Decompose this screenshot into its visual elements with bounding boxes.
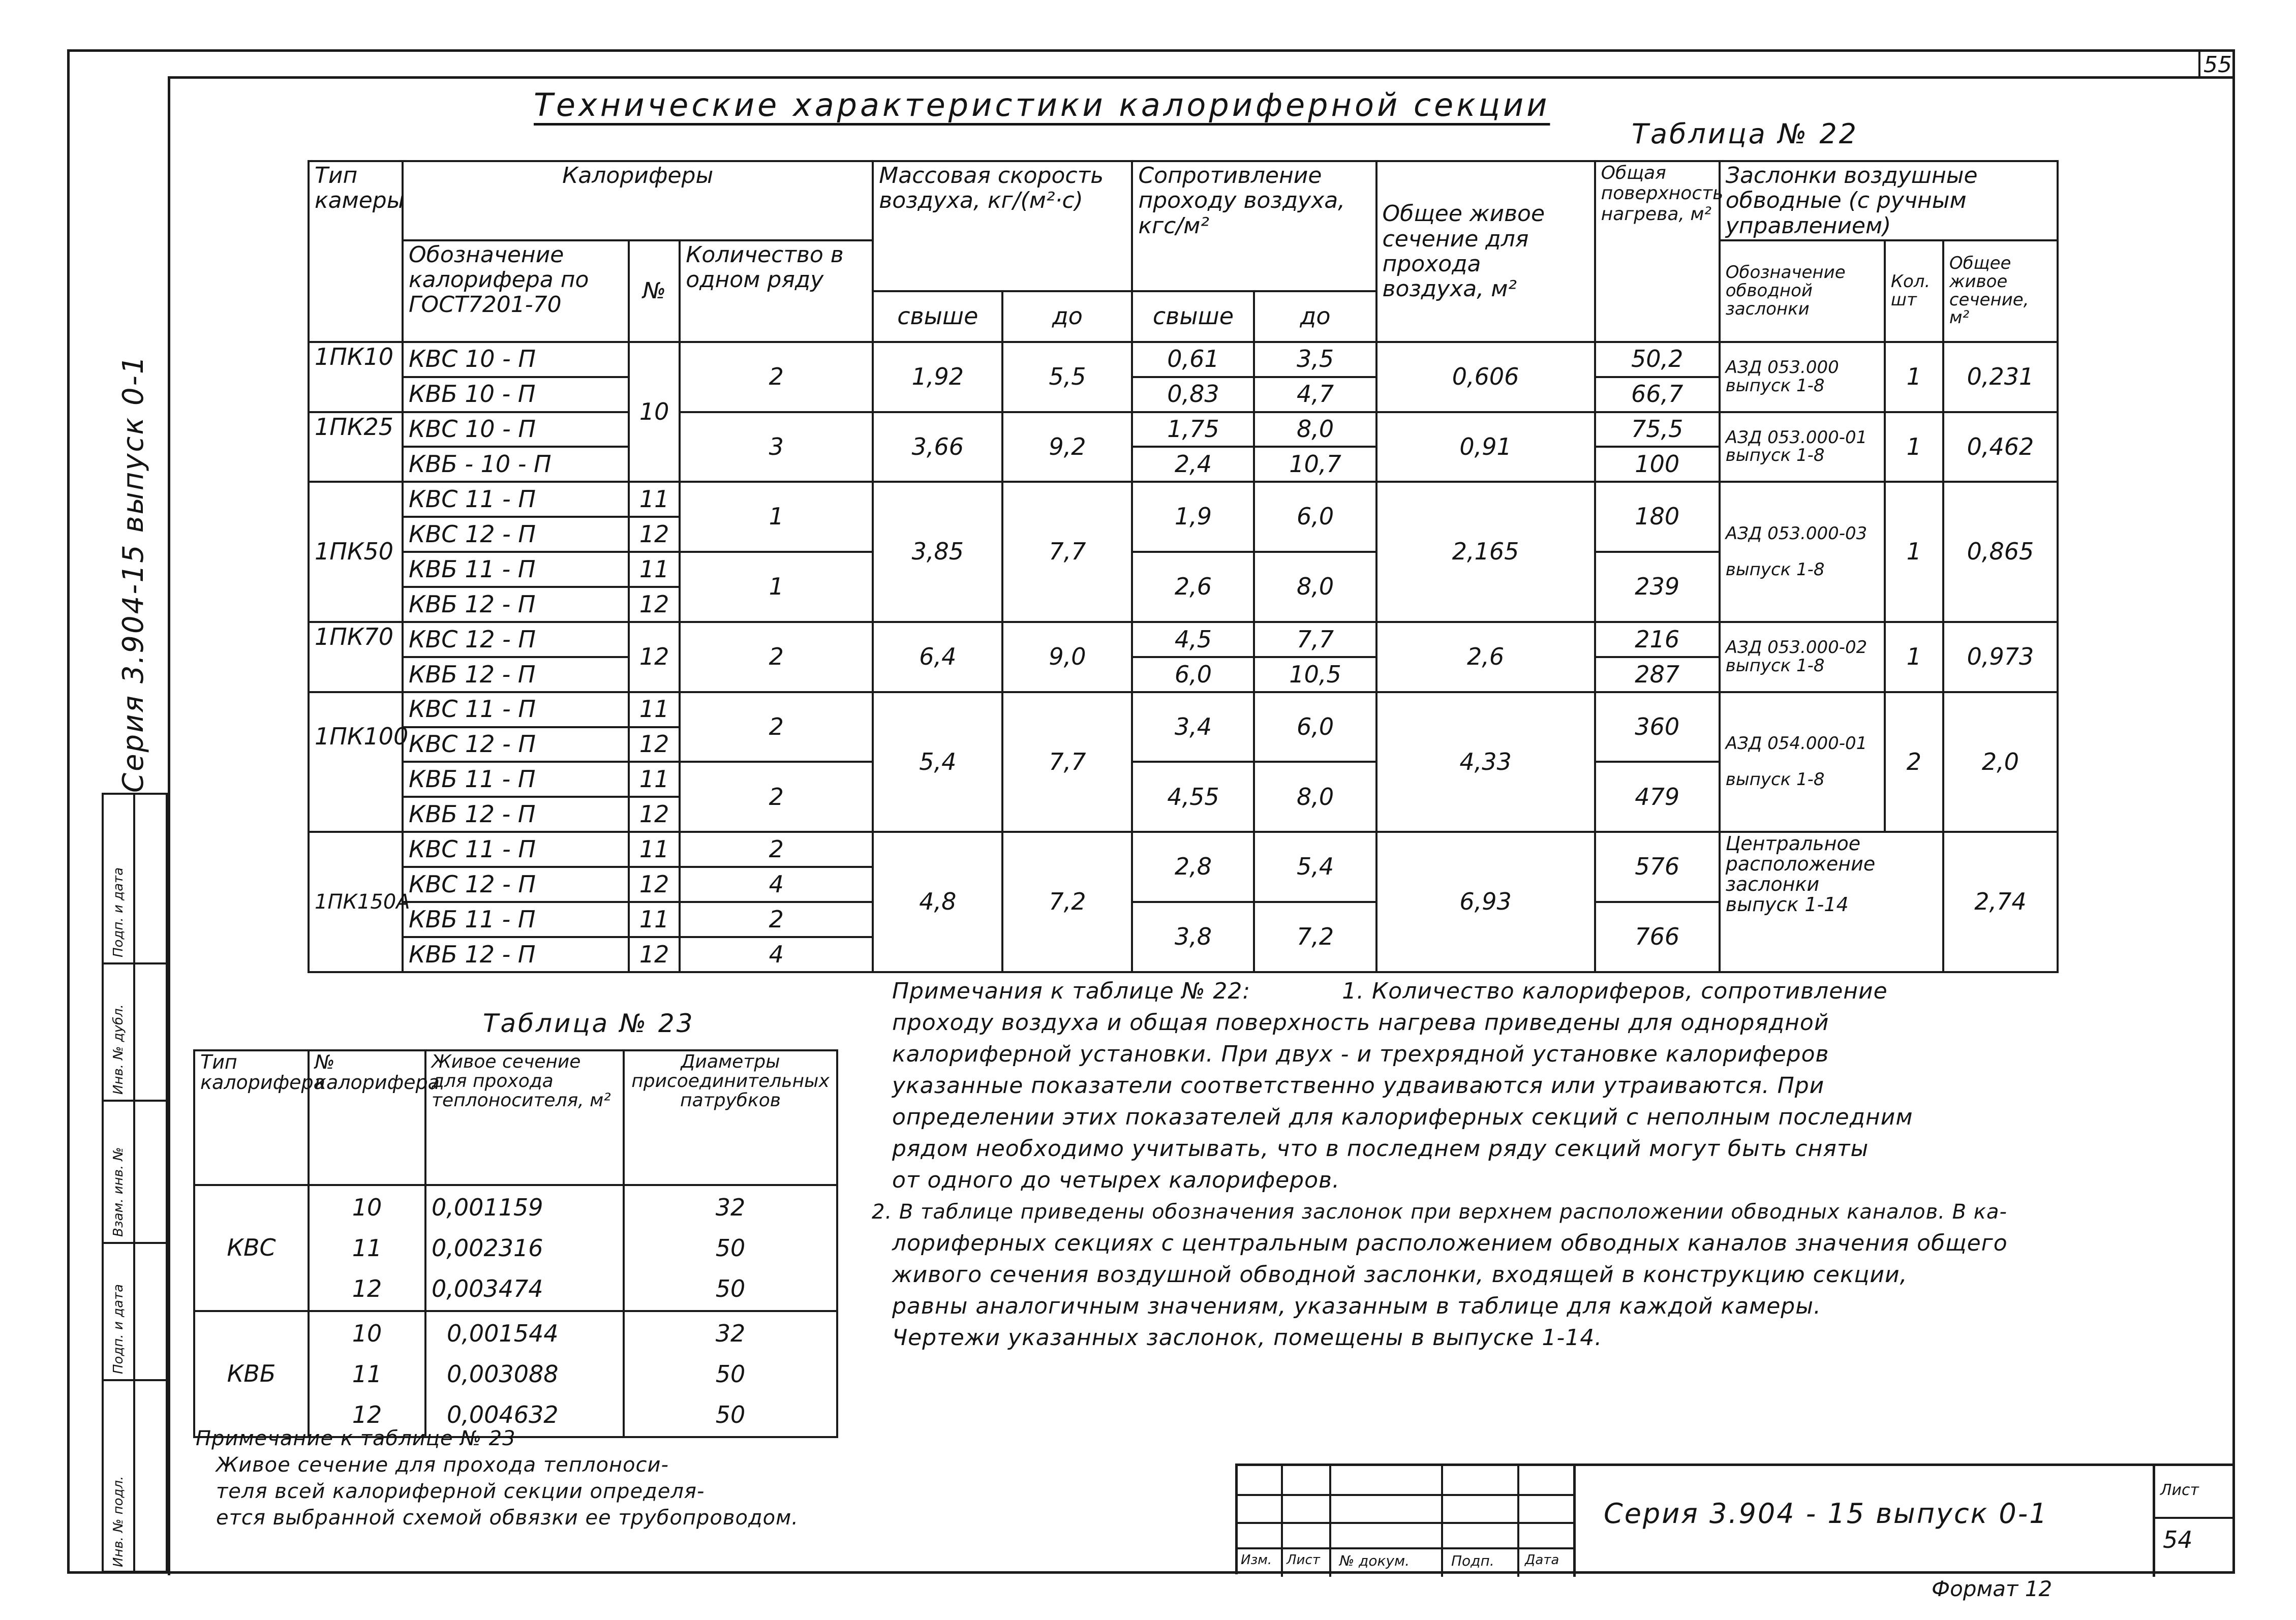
hdr-calorifers: Калориферы <box>403 161 873 240</box>
hdr-damper-section: Общее живое сечение, м² <box>1943 240 2058 342</box>
t23-diam-cell <box>624 1185 837 1311</box>
cell-surface: 360 <box>1595 692 1720 762</box>
damper-designation: Центральное расположение <box>1725 832 1876 876</box>
cell-no: 11 <box>629 552 680 587</box>
cell-designation: КВС 12 - П <box>403 867 629 902</box>
stamp-line <box>1573 1466 1576 1577</box>
t23-section-cell <box>425 1185 624 1311</box>
top-page-number: 55 <box>2198 51 2235 79</box>
strip-label: Подп. и дата <box>111 867 126 957</box>
cell-r-to: 8,0 <box>1254 552 1376 622</box>
cell-ms-to: 7,2 <box>1002 832 1132 972</box>
cell-designation: КВС 11 - П <box>403 482 629 517</box>
strip-label: Подп. и дата <box>111 1284 126 1374</box>
stamp-col-label: № докум. <box>1339 1552 1410 1569</box>
cell-damper-designation <box>1720 342 1885 412</box>
t23-no: 12 <box>352 1275 382 1302</box>
cell-designation: КВБ 11 - П <box>403 762 629 797</box>
cell-damper-designation <box>1720 832 1943 972</box>
cell-ms-from: 4,8 <box>873 832 1002 972</box>
t23-diam: 50 <box>715 1401 746 1428</box>
t23-no: 11 <box>352 1360 382 1388</box>
cell-damper-section: 2,74 <box>1943 832 2058 972</box>
cell-designation: КВБ 12 - П <box>403 657 629 692</box>
damper-issue: выпуск 1-8 <box>1725 445 1825 466</box>
t23-hdr-no: № калорифера <box>309 1050 425 1185</box>
hdr-type: Тип камеры <box>309 161 403 342</box>
cell-no: 11 <box>629 902 680 937</box>
cell-type: 1ПК150А <box>309 832 403 972</box>
hdr-ms-to: до <box>1002 291 1132 342</box>
cell-designation: КВБ 10 - П <box>403 377 629 412</box>
t23-section: 0,003088 <box>447 1360 559 1388</box>
cell-section: 0,91 <box>1376 412 1595 482</box>
strip-separator <box>104 1242 166 1244</box>
hdr-resistance: Сопротивление проходу воздуха, кгс/м² <box>1132 161 1376 291</box>
cell-r-to: 3,5 <box>1254 342 1376 377</box>
cell-designation: КВБ 12 - П <box>403 797 629 832</box>
cell-surface: 100 <box>1595 447 1720 482</box>
cell-surface: 287 <box>1595 657 1720 692</box>
cell-count: 4 <box>680 937 873 972</box>
cell-count: 2 <box>680 832 873 867</box>
cell-r-from: 0,61 <box>1132 342 1254 377</box>
hdr-section: Общее живое сечение для прохода воздуха, м² <box>1376 161 1595 342</box>
cell-count: 1 <box>680 482 873 552</box>
cell-damper-qty: 1 <box>1885 342 1943 412</box>
hdr-no: № <box>629 240 680 342</box>
hdr-damper-designation: Обозначение обводной заслонки <box>1720 240 1885 342</box>
cell-type: 1ПК100 <box>309 692 403 832</box>
cell-surface: 766 <box>1595 902 1720 972</box>
cell-designation: КВС 10 - П <box>403 412 629 447</box>
cell-r-to: 8,0 <box>1254 762 1376 832</box>
cell-damper-designation <box>1720 482 1885 622</box>
strip-divider <box>133 795 135 1571</box>
damper-designation: АЗД 053.000-03 <box>1725 523 1868 544</box>
strip-label: Инв. № дубл. <box>111 1004 126 1095</box>
cell-ms-from: 1,92 <box>873 342 1002 412</box>
hdr-designation: Обозначение калорифера по ГОСТ7201-70 <box>403 240 629 342</box>
damper-designation: АЗД 053.000-01 <box>1725 427 1868 448</box>
note-line: 2. В таблице приведены обозначения заслонок при верхнем расположении обводных каналов. В ка- <box>872 1200 2007 1224</box>
stamp-line <box>2153 1517 2234 1519</box>
t23-section: 0,001159 <box>432 1194 543 1221</box>
note-line: теля всей калориферной секции определя- <box>216 1480 705 1503</box>
cell-surface: 66,7 <box>1595 377 1720 412</box>
cell-designation: КВС 12 - П <box>403 517 629 552</box>
t23-type: КВС <box>194 1185 309 1311</box>
note-line: проходу воздуха и общая поверхность нагрева приведены для однорядной <box>892 1010 1829 1036</box>
hdr-dampers: Заслонки воздушные обводные (с ручным управлением) <box>1720 161 2058 240</box>
t23-section: 0,001544 <box>447 1320 559 1347</box>
cell-r-from: 1,9 <box>1132 482 1254 552</box>
cell-r-from: 2,8 <box>1132 832 1254 902</box>
cell-count: 2 <box>680 622 873 692</box>
title-block <box>1235 1463 2234 1574</box>
t23-hdr-section: Живое сечение для прохода теплоносителя, м² <box>425 1050 624 1185</box>
cell-designation: КВС 12 - П <box>403 622 629 657</box>
cell-designation: КВС 11 - П <box>403 832 629 867</box>
cell-count: 2 <box>680 902 873 937</box>
cell-surface: 576 <box>1595 832 1720 902</box>
cell-surface: 479 <box>1595 762 1720 832</box>
t23-no: 12 <box>352 1401 382 1428</box>
cell-r-from: 0,83 <box>1132 377 1254 412</box>
t23-diam: 50 <box>715 1275 746 1302</box>
cell-damper-qty: 1 <box>1885 412 1943 482</box>
note-line: Живое сечение для прохода теплоноси- <box>216 1453 669 1477</box>
damper-issue: выпуск 1-8 <box>1725 655 1825 676</box>
cell-r-from: 3,8 <box>1132 902 1254 972</box>
cell-r-from: 2,4 <box>1132 447 1254 482</box>
notes-table23 <box>196 1425 799 1531</box>
cell-damper-designation <box>1720 412 1885 482</box>
hdr-count: Количество в одном ряду <box>680 240 873 342</box>
cell-r-to: 8,0 <box>1254 412 1376 447</box>
cell-ms-to: 7,7 <box>1002 482 1132 622</box>
table-23 <box>193 1049 838 1438</box>
hdr-ms-from: свыше <box>873 291 1002 342</box>
cell-r-from: 2,6 <box>1132 552 1254 622</box>
damper-designation: АЗД 053.000-02 <box>1725 637 1868 658</box>
cell-count: 3 <box>680 412 873 482</box>
cell-surface: 75,5 <box>1595 412 1720 447</box>
cell-type: 1ПК50 <box>309 482 403 622</box>
cell-no: 11 <box>629 692 680 727</box>
damper-issue: выпуск 1-8 <box>1725 559 1825 580</box>
cell-ms-to: 5,5 <box>1002 342 1132 412</box>
cell-r-from: 6,0 <box>1132 657 1254 692</box>
note-line: калориферной установки. При двух - и трехрядной установке калориферов <box>892 1041 1829 1067</box>
cell-ms-from: 5,4 <box>873 692 1002 832</box>
t23-no: 10 <box>352 1320 382 1347</box>
cell-surface: 216 <box>1595 622 1720 657</box>
t23-diam: 50 <box>715 1360 746 1388</box>
cell-count: 2 <box>680 342 873 412</box>
cell-count: 2 <box>680 762 873 832</box>
note-line: от одного до четырех калориферов. <box>892 1167 1340 1193</box>
stamp-col-label: Лист <box>1287 1552 1320 1568</box>
cell-r-from: 4,5 <box>1132 622 1254 657</box>
cell-r-to: 6,0 <box>1254 692 1376 762</box>
cell-damper-designation <box>1720 692 1885 832</box>
cell-no: 11 <box>629 482 680 517</box>
strip-label: Взам. инв. № <box>111 1147 126 1237</box>
t23-no: 10 <box>352 1194 382 1221</box>
cell-section: 2,165 <box>1376 482 1595 622</box>
stamp-col-label: Подп. <box>1451 1552 1494 1569</box>
cell-ms-from: 3,85 <box>873 482 1002 622</box>
t23-no-cell <box>309 1311 425 1437</box>
cell-r-from: 4,55 <box>1132 762 1254 832</box>
t23-section: 0,003474 <box>432 1275 543 1302</box>
t23-diam: 32 <box>715 1194 746 1221</box>
cell-no: 11 <box>629 832 680 867</box>
t23-no: 11 <box>352 1234 382 1262</box>
cell-r-to: 10,7 <box>1254 447 1376 482</box>
cell-damper-section: 0,973 <box>1943 622 2058 692</box>
damper-issue: выпуск 1-14 <box>1725 893 1849 916</box>
format-label: Формат 12 <box>1932 1576 2053 1601</box>
cell-designation: КВС 10 - П <box>403 342 629 377</box>
t23-diam: 32 <box>715 1320 746 1347</box>
cell-no: 12 <box>629 517 680 552</box>
t23-hdr-type: Тип калорифера <box>194 1050 309 1185</box>
cell-section: 0,606 <box>1376 342 1595 412</box>
stamp-col-label: Дата <box>1525 1552 1559 1568</box>
table23-label: Таблица № 23 <box>483 1009 695 1038</box>
damper-issue: выпуск 1-8 <box>1725 769 1825 790</box>
t23-no-cell <box>309 1185 425 1311</box>
cell-ms-from: 3,66 <box>873 412 1002 482</box>
cell-r-to: 6,0 <box>1254 482 1376 552</box>
hdr-r-to: до <box>1254 291 1376 342</box>
cell-no: 12 <box>629 937 680 972</box>
hdr-surface: Общая поверхность нагрева, м² <box>1595 161 1720 342</box>
stamp-series: Серия 3.904 - 15 выпуск 0-1 <box>1604 1498 2048 1530</box>
cell-r-to: 7,2 <box>1254 902 1376 972</box>
stamp-line <box>1281 1466 1283 1577</box>
cell-no: 12 <box>629 622 680 692</box>
cell-r-to: 7,7 <box>1254 622 1376 657</box>
cell-surface: 239 <box>1595 552 1720 622</box>
cell-surface: 180 <box>1595 482 1720 552</box>
damper-designation: АЗД 053.000 <box>1725 357 1839 378</box>
cell-count: 2 <box>680 692 873 762</box>
cell-damper-section: 0,231 <box>1943 342 2058 412</box>
table-22 <box>308 160 2059 973</box>
notes22-head: Примечания к таблице № 22: <box>892 978 1251 1004</box>
t23-section: 0,002316 <box>432 1234 543 1262</box>
t23-diam-cell <box>624 1311 837 1437</box>
cell-ms-to: 9,0 <box>1002 622 1132 692</box>
cell-surface: 50,2 <box>1595 342 1720 377</box>
stamp-sheet-number: 54 <box>2163 1526 2193 1553</box>
cell-damper-section: 0,462 <box>1943 412 2058 482</box>
strip-label: Инв. № подл. <box>111 1476 126 1567</box>
stamp-line <box>2153 1466 2155 1577</box>
note-line: равны аналогичным значениям, указанным в таблице для каждой камеры. <box>892 1293 1821 1319</box>
note-line: живого сечения воздушной обводной заслонки, входящей в конструкцию секции, <box>892 1262 1908 1288</box>
cell-designation: КВБ 12 - П <box>403 937 629 972</box>
cell-designation: КВБ 11 - П <box>403 552 629 587</box>
note-line: рядом необходимо учитывать, что в последнем ряду секций могут быть сняты <box>892 1136 1869 1162</box>
damper-designation: АЗД 054.000-01 <box>1725 733 1868 754</box>
cell-count: 4 <box>680 867 873 902</box>
note-line: Чертежи указанных заслонок, помещены в выпуске 1-14. <box>892 1325 1603 1351</box>
note-line: лориферных секциях с центральным расположением обводных каналов значения общего <box>892 1230 2008 1256</box>
cell-no: 10 <box>629 342 680 482</box>
cell-designation: КВС 12 - П <box>403 727 629 762</box>
note-line: определении этих показателей для калориферных секций с неполным последним <box>892 1104 1913 1130</box>
note-line <box>892 976 2056 1007</box>
cell-section: 6,93 <box>1376 832 1595 972</box>
cell-ms-from: 6,4 <box>873 622 1002 692</box>
cell-r-to: 5,4 <box>1254 832 1376 902</box>
t23-section-cell <box>425 1311 624 1437</box>
cell-damper-qty: 1 <box>1885 482 1943 622</box>
note-line: ется выбранной схемой обвязки ее трубопроводом. <box>216 1506 799 1530</box>
stamp-line <box>1441 1466 1443 1577</box>
strip-separator <box>104 1100 166 1102</box>
cell-section: 4,33 <box>1376 692 1595 832</box>
stamp-sheet-label: Лист <box>2160 1481 2199 1499</box>
cell-designation: КВБ 12 - П <box>403 587 629 622</box>
strip-separator <box>104 962 166 964</box>
cell-damper-designation <box>1720 622 1885 692</box>
cell-no: 12 <box>629 727 680 762</box>
side-series-label: Серия 3.904-15 выпуск 0-1 <box>117 354 150 793</box>
side-signature-strip <box>102 793 168 1573</box>
cell-section: 2,6 <box>1376 622 1595 692</box>
stamp-line <box>1329 1466 1331 1577</box>
damper-issue: выпуск 1-8 <box>1725 375 1825 396</box>
notes-table22 <box>872 976 2056 1354</box>
table22-label: Таблица № 22 <box>1632 118 1859 150</box>
strip-separator <box>104 1379 166 1381</box>
t23-type: КВБ <box>194 1311 309 1437</box>
stamp-line <box>1238 1547 1573 1549</box>
hdr-mass-speed: Массовая скорость воздуха, кг/(м²·с) <box>873 161 1132 291</box>
cell-type: 1ПК70 <box>309 622 403 692</box>
t23-section: 0,004632 <box>447 1401 559 1428</box>
cell-ms-to: 9,2 <box>1002 412 1132 482</box>
stamp-col-label: Изм. <box>1241 1552 1272 1568</box>
cell-designation: КВБ - 10 - П <box>403 447 629 482</box>
cell-r-from: 1,75 <box>1132 412 1254 447</box>
note-line: указанные показатели соответственно удваиваются или утраиваются. При <box>892 1073 1825 1099</box>
cell-type: 1ПК25 <box>309 412 403 482</box>
cell-type: 1ПК10 <box>309 342 403 412</box>
cell-count: 1 <box>680 552 873 622</box>
cell-damper-qty: 2 <box>1885 692 1943 832</box>
cell-r-to: 4,7 <box>1254 377 1376 412</box>
cell-damper-qty: 1 <box>1885 622 1943 692</box>
cell-r-from: 3,4 <box>1132 692 1254 762</box>
cell-ms-to: 7,7 <box>1002 692 1132 832</box>
cell-designation: КВБ 11 - П <box>403 902 629 937</box>
cell-damper-section: 0,865 <box>1943 482 2058 622</box>
cell-no: 12 <box>629 867 680 902</box>
document-title: Технические характеристики калориферной секции <box>534 86 1550 123</box>
stamp-line <box>1517 1466 1519 1577</box>
notes23-head: Примечание к таблице № 23 <box>196 1427 516 1450</box>
cell-no: 12 <box>629 797 680 832</box>
stamp-line <box>1238 1494 1573 1496</box>
cell-damper-section: 2,0 <box>1943 692 2058 832</box>
cell-r-to: 10,5 <box>1254 657 1376 692</box>
hdr-damper-qty: Кол. шт <box>1885 240 1943 342</box>
cell-no: 11 <box>629 762 680 797</box>
note-text: 1. Количество калориферов, сопротивление <box>1342 978 1888 1004</box>
t23-hdr-diam: Диаметры присоединительных патрубков <box>624 1050 837 1185</box>
stamp-line <box>1238 1522 1573 1524</box>
cell-no: 12 <box>629 587 680 622</box>
t23-diam: 50 <box>715 1234 746 1262</box>
cell-designation: КВС 11 - П <box>403 692 629 727</box>
damper-label: заслонки <box>1725 873 1820 896</box>
hdr-r-from: свыше <box>1132 291 1254 342</box>
